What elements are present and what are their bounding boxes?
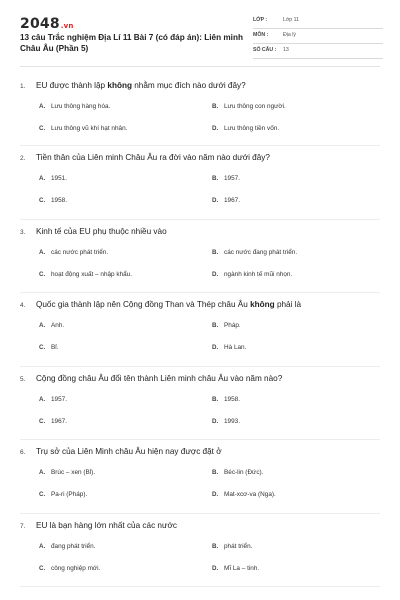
question-number: 2. <box>20 155 26 162</box>
document-header <box>0 0 400 66</box>
answer-option-c[interactable] <box>39 418 67 425</box>
answer-letter: B. <box>212 103 219 110</box>
answer-text: ngành kinh tế mũi nhọn. <box>224 271 293 278</box>
answer-list <box>36 541 380 587</box>
answer-option-d[interactable] <box>212 491 276 498</box>
question-separator <box>20 586 380 587</box>
answer-text: 1958. <box>224 396 240 403</box>
meta-row-grade <box>253 14 383 29</box>
answer-text: 1958. <box>51 197 67 204</box>
answer-text: 1957. <box>51 396 67 403</box>
answer-letter: B. <box>212 396 219 403</box>
question-number: 4. <box>20 302 26 309</box>
question-3 <box>20 226 380 293</box>
document-title: 13 câu Trắc nghiệm Địa Lí 11 Bài 7 (có đáp án): Liên minh Châu Âu (Phần 5) <box>20 33 243 53</box>
question-text <box>20 80 380 93</box>
answer-letter: D. <box>212 491 219 498</box>
meta-row-subject <box>253 29 383 44</box>
answer-text: Anh. <box>51 322 65 329</box>
logo-domain: .vn <box>60 22 74 30</box>
question-part: phải là <box>274 300 302 309</box>
answer-text: đang phát triển. <box>51 543 96 550</box>
answer-letter: B. <box>212 175 219 182</box>
answer-option-a[interactable] <box>39 249 108 256</box>
answer-option-b[interactable] <box>212 175 240 182</box>
question-separator <box>20 292 380 293</box>
answer-text: Mĩ La – tinh. <box>224 565 260 572</box>
question-part: Cộng đồng châu Âu đổi tên thành Liên minh châu Âu vào năm nào? <box>36 374 283 383</box>
answer-option-c[interactable] <box>39 344 58 351</box>
question-part: EU được thành lập <box>36 81 108 90</box>
question-part: EU là bạn hàng lớn nhất của các nước <box>36 521 177 530</box>
meta-value: Địa lý <box>283 32 296 38</box>
answer-text: Mat-xcơ-va (Nga). <box>224 491 276 498</box>
answer-text: Béc-lin (Đức). <box>224 469 264 476</box>
meta-value: Lớp 11 <box>283 17 299 23</box>
answer-letter: A. <box>39 469 46 476</box>
answer-list <box>36 247 380 293</box>
question-text <box>20 226 380 239</box>
meta-row-count <box>253 44 383 59</box>
answer-option-d[interactable] <box>212 418 240 425</box>
meta-label: LỚP : <box>253 17 268 23</box>
question-separator <box>20 219 380 220</box>
question-part: nhằm mục đích nào dưới đây? <box>131 81 246 90</box>
answer-option-d[interactable] <box>212 271 292 278</box>
answer-list <box>36 394 380 440</box>
question-separator <box>20 513 380 514</box>
answer-text: hoạt động xuất – nhập khẩu. <box>51 271 133 278</box>
answer-text: công nghiệp mới. <box>51 565 101 572</box>
meta-label: SỐ CÂU : <box>253 47 277 53</box>
answer-option-a[interactable] <box>39 469 95 476</box>
question-number: 7. <box>20 523 26 530</box>
question-number: 3. <box>20 229 26 236</box>
question-text <box>20 152 380 165</box>
answer-text: Bỉ. <box>51 344 59 351</box>
answer-letter: A. <box>39 103 46 110</box>
question-5 <box>20 373 380 440</box>
question-6 <box>20 446 380 513</box>
answer-letter: A. <box>39 175 46 182</box>
answer-option-b[interactable] <box>212 543 252 550</box>
answer-text: Lưu thông vũ khí hạt nhân. <box>51 125 128 132</box>
answer-option-b[interactable] <box>212 396 240 403</box>
answer-text: 1993. <box>224 418 240 425</box>
answer-text: Hà Lan. <box>224 344 247 351</box>
answer-text: 1967. <box>224 197 240 204</box>
answer-option-a[interactable] <box>39 396 67 403</box>
answer-letter: C. <box>39 125 46 132</box>
answer-letter: C. <box>39 418 46 425</box>
answer-option-c[interactable] <box>39 125 127 132</box>
answer-letter: B. <box>212 543 219 550</box>
answer-list <box>36 320 380 366</box>
answer-letter: A. <box>39 249 46 256</box>
answer-list <box>36 173 380 219</box>
answer-text: các nước phát triển. <box>51 249 109 256</box>
answer-list <box>36 101 380 147</box>
answer-text: Pháp. <box>224 322 241 329</box>
answer-letter: C. <box>39 271 46 278</box>
header-divider <box>20 66 380 67</box>
answer-option-a[interactable] <box>39 543 95 550</box>
answer-option-a[interactable] <box>39 322 64 329</box>
question-7 <box>20 520 380 587</box>
answer-text: 1957. <box>224 175 240 182</box>
meta-value: 13 <box>283 47 289 53</box>
question-separator <box>20 366 380 367</box>
answer-list <box>36 467 380 513</box>
answer-letter: B. <box>212 249 219 256</box>
answer-letter: B. <box>212 322 219 329</box>
answer-text: Lưu thông hàng hóa. <box>51 103 111 110</box>
question-number: 6. <box>20 449 26 456</box>
question-text <box>20 373 380 386</box>
question-text <box>20 520 380 533</box>
answer-option-d[interactable] <box>212 197 240 204</box>
answer-option-b[interactable] <box>212 469 263 476</box>
answer-letter: C. <box>39 344 46 351</box>
question-4 <box>20 299 380 366</box>
answer-letter: D. <box>212 197 219 204</box>
question-emphasis: không <box>250 300 275 309</box>
answer-letter: A. <box>39 543 46 550</box>
answer-letter: A. <box>39 322 46 329</box>
answer-option-a[interactable] <box>39 175 67 182</box>
meta-table <box>253 14 383 59</box>
answer-text: các nước đang phát triển. <box>224 249 298 256</box>
answer-option-b[interactable] <box>212 103 286 110</box>
answer-option-d[interactable] <box>212 125 279 132</box>
question-number: 5. <box>20 376 26 383</box>
answer-text: Brúc – xen (Bỉ). <box>51 469 96 476</box>
answer-option-b[interactable] <box>212 322 241 329</box>
answer-letter: D. <box>212 418 219 425</box>
answer-option-b[interactable] <box>212 249 297 256</box>
question-2 <box>20 152 380 219</box>
question-separator <box>20 439 380 440</box>
logo-text: 2048 <box>20 16 60 32</box>
answer-letter: C. <box>39 565 46 572</box>
answer-text: 1951. <box>51 175 67 182</box>
question-part: Tiền thân của Liên minh Châu Âu ra đời vào năm nào dưới đây? <box>36 153 270 162</box>
answer-letter: A. <box>39 396 46 403</box>
answer-text: 1967. <box>51 418 67 425</box>
question-part: Trụ sở của Liên Minh châu Âu hiện nay được đặt ở <box>36 447 222 456</box>
answer-option-d[interactable] <box>212 565 259 572</box>
answer-letter: D. <box>212 344 219 351</box>
answer-option-c[interactable] <box>39 271 132 278</box>
answer-option-d[interactable] <box>212 344 246 351</box>
answer-letter: D. <box>212 565 219 572</box>
answer-option-c[interactable] <box>39 491 87 498</box>
answer-text: Pa-ri (Pháp). <box>51 491 88 498</box>
question-number: 1. <box>20 83 26 90</box>
question-part: Kinh tế của EU phụ thuộc nhiều vào <box>36 227 167 236</box>
question-1 <box>20 80 380 147</box>
answer-letter: C. <box>39 491 46 498</box>
answer-letter: B. <box>212 469 219 476</box>
answer-letter: C. <box>39 197 46 204</box>
question-part: Quốc gia thành lập nên Cộng đồng Than và Thép châu Âu <box>36 300 251 309</box>
question-text <box>20 299 380 312</box>
question-emphasis: không <box>107 81 132 90</box>
answer-option-c[interactable] <box>39 565 100 572</box>
answer-option-c[interactable] <box>39 197 67 204</box>
answer-letter: D. <box>212 125 219 132</box>
answer-text: Lưu thông con người. <box>224 103 286 110</box>
meta-label: MÔN : <box>253 32 269 38</box>
answer-letter: D. <box>212 271 219 278</box>
question-text <box>20 446 380 459</box>
answer-text: phát triển. <box>224 543 253 550</box>
question-separator <box>20 145 380 146</box>
answer-text: Lưu thông tiền vốn. <box>224 125 280 132</box>
site-logo[interactable] <box>20 16 74 32</box>
answer-option-a[interactable] <box>39 103 110 110</box>
